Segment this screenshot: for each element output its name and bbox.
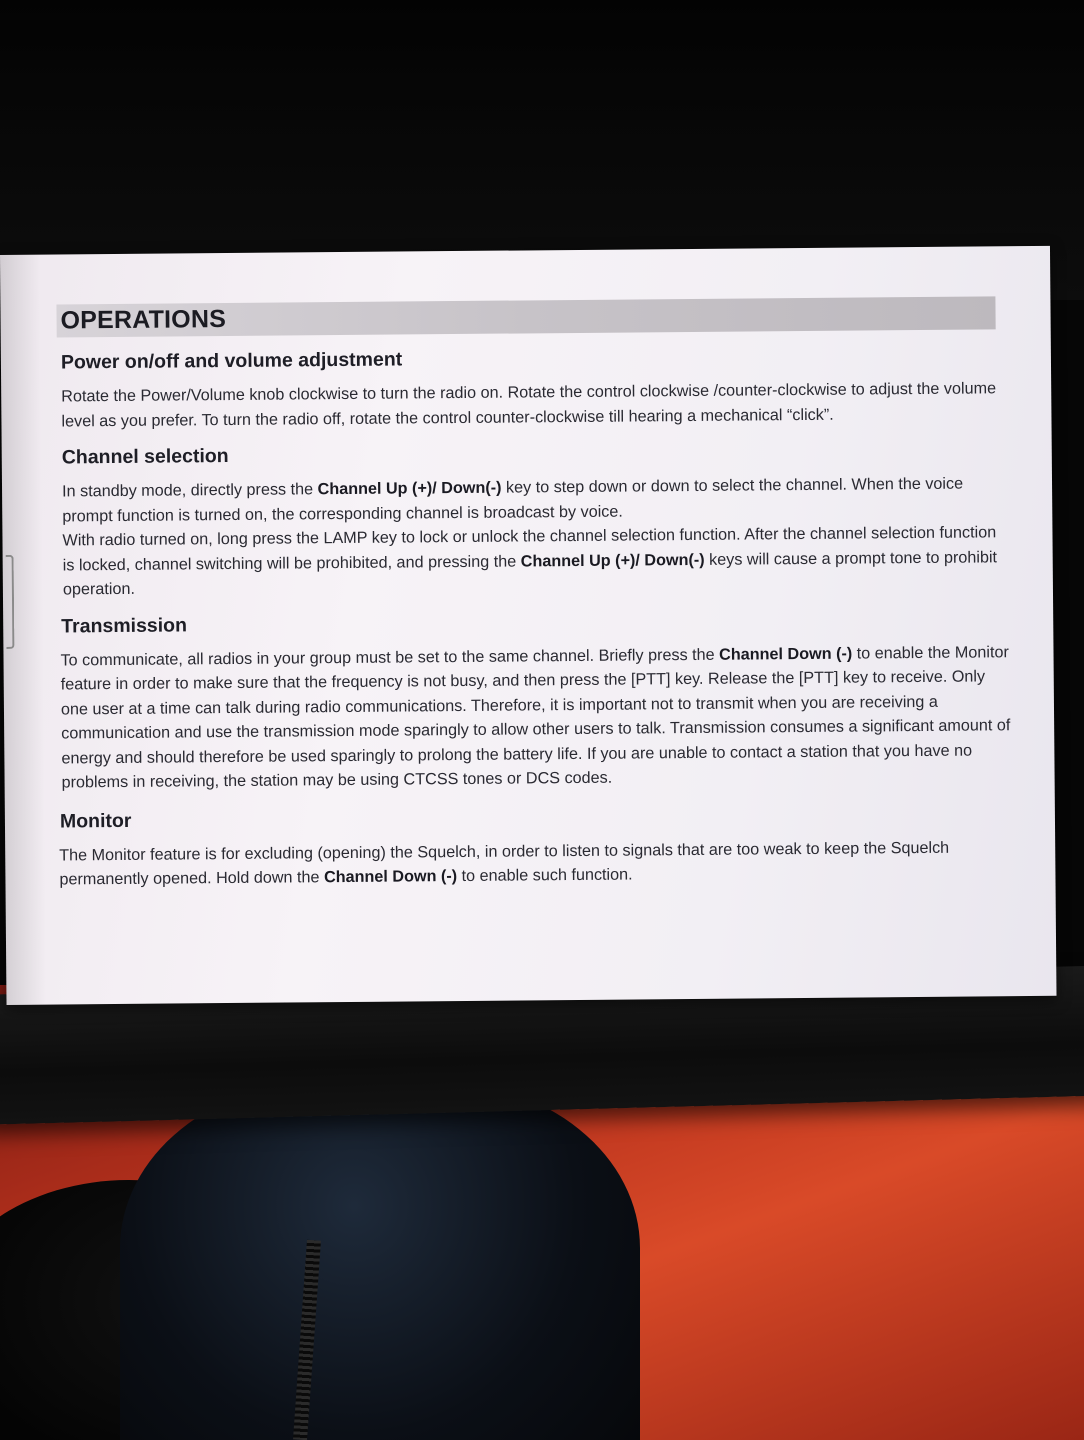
section-monitor bbox=[59, 799, 1001, 892]
heading-banner bbox=[56, 296, 995, 337]
section-power bbox=[61, 340, 997, 433]
section-paragraph: Rotate the Power/Volume knob clockwise to turn the radio on. Rotate the control clockwise /counter-clockwise to adjust the volume level as you prefer. To turn the radio off, rotate the control counter-clockwise till hearing a mechanical “click”. bbox=[61, 379, 997, 430]
manual-page bbox=[0, 246, 1057, 1005]
page-heading: OPERATIONS bbox=[60, 305, 227, 335]
staple bbox=[6, 555, 15, 649]
section-title: Transmission bbox=[61, 613, 188, 637]
section-title: Channel selection bbox=[61, 445, 229, 469]
section-paragraph: With radio turned on, long press the LAMP key to lock or unlock the channel selection function. After the channel selection function is locked, channel switching will be prohibited, and pressing the Channel Up (+)/ Down(-) keys will cause a prompt tone to prohibit operation. bbox=[62, 523, 998, 599]
page-content bbox=[59, 296, 1011, 892]
section-channel-selection bbox=[62, 435, 998, 602]
denim-lap bbox=[120, 1080, 640, 1440]
section-title: Power on/off and volume adjustment bbox=[60, 348, 403, 374]
section-title: Monitor bbox=[59, 809, 132, 832]
section-paragraph: To communicate, all radios in your group must be set to the same channel. Briefly press the Channel Down (-) to enable the Monitor feature in order to make sure that the frequency is not busy, and then press the [PTT] key. Release the [PTT] key to receive. Only one user at a time can talk during radio communications. Therefore, it is important not to transmit when you are receiving a communication and use the transmission mode sparingly to allow other users to talk. Transmission consumes a significant amount of energy and should therefore be used sparingly to prolong the battery life. If you are unable to contact a station that you have no problems in receiving, the station may be using CTCSS tones or DCS codes. bbox=[60, 642, 1011, 792]
section-paragraph: In standby mode, directly press the Channel Up (+)/ Down(-) key to step down or down to select the channel. When the voice prompt function is turned on, the corresponding channel is broadcast by voice. bbox=[61, 474, 964, 525]
section-transmission bbox=[60, 604, 1011, 795]
section-paragraph: The Monitor feature is for excluding (opening) the Squelch, in order to listen to signals that are too weak to keep the Squelch permanently opened. Hold down the Channel Down (-) to enable such function. bbox=[59, 838, 950, 889]
